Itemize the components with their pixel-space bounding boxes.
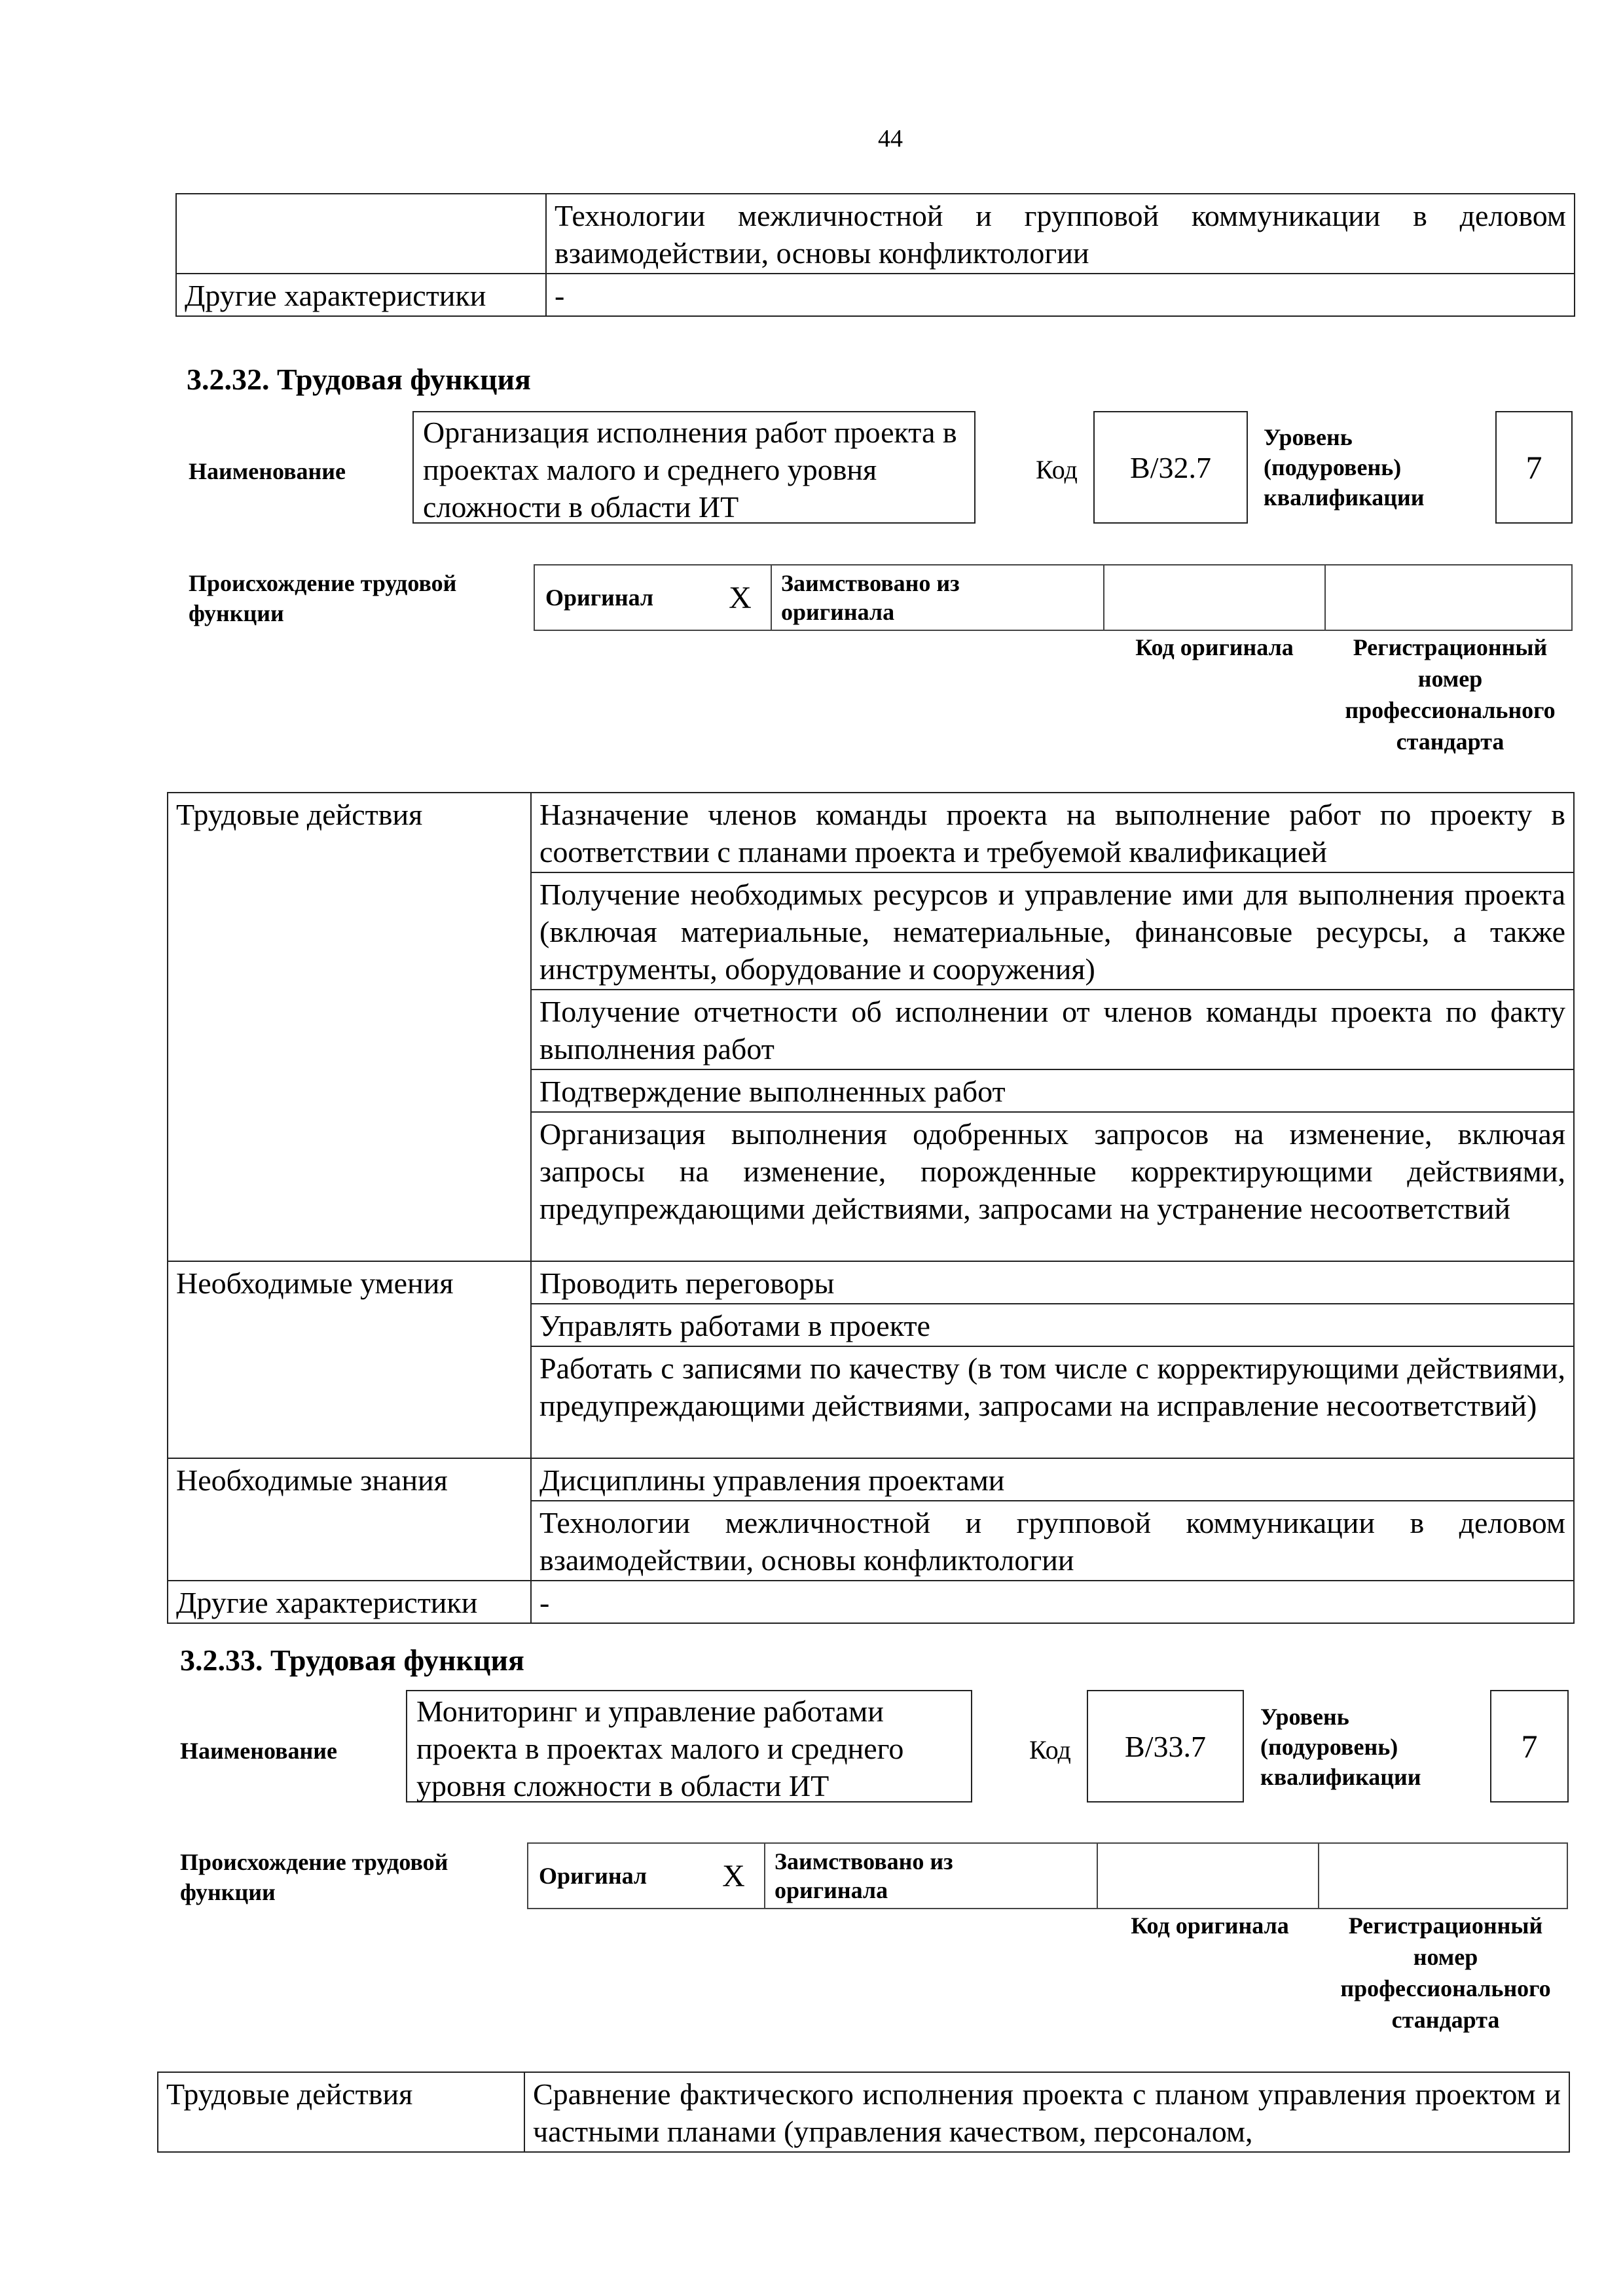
origin-label: [180, 1847, 448, 1907]
labor-actions-label: Трудовые действия: [168, 793, 531, 1261]
code-value: B/33.7: [1125, 1729, 1206, 1763]
origin-label-line: функции: [180, 1879, 276, 1905]
borrowed-line: оригинала: [775, 1877, 888, 1903]
borrowed-line: Заимствовано из: [781, 570, 960, 596]
level-value: 7: [1525, 449, 1542, 486]
original-label: Оригинал: [528, 1843, 703, 1909]
name-label: Наименование: [180, 1738, 337, 1764]
knowledge-item: Технологии межличностной и групповой коммуникации в деловом взаимодействии, основы конфликтологии: [546, 194, 1575, 274]
reg-caption-line: номер: [1417, 666, 1483, 692]
origin-table: [534, 564, 1573, 631]
reg-caption-line: Регистрационный: [1353, 634, 1548, 660]
level-label-line: (подуровень): [1260, 1734, 1398, 1760]
code-original-cell: [1104, 565, 1325, 630]
code-box: [1093, 411, 1248, 524]
labor-action-item: Сравнение фактического исполнения проекта с планом управления проектом и частными планами (управления качеством, персоналом,: [524, 2072, 1569, 2152]
level-box: [1490, 1690, 1569, 1803]
knowledge-item: Технологии межличностной и групповой коммуникации в деловом взаимодействии, основы конфликтологии: [531, 1501, 1574, 1581]
reg-number-caption: [1326, 632, 1575, 757]
code-value: B/32.7: [1130, 450, 1211, 484]
other-characteristics-label: Другие характеристики: [176, 274, 546, 316]
original-mark: X: [710, 565, 771, 630]
skill-item: Проводить переговоры: [531, 1261, 1574, 1304]
qualification-level-label: [1260, 1702, 1421, 1792]
level-label-line: (подуровень): [1264, 454, 1402, 480]
borrowed-label: [765, 1843, 1097, 1909]
code-original-cell: [1097, 1843, 1319, 1909]
section-title: 3.2.33. Трудовая функция: [180, 1643, 524, 1677]
borrowed-line: Заимствовано из: [775, 1848, 953, 1874]
top-continuation-table: [175, 193, 1575, 317]
reg-caption-line: профессионального: [1345, 697, 1556, 723]
skill-item: Работать с записями по качеству (в том числе с корректирующими действиями, предупреждающими действиями, запросами на исправление несоответствий): [531, 1346, 1574, 1458]
function-name-box: [412, 411, 976, 524]
qualification-level-label: [1264, 422, 1425, 512]
function-name: Мониторинг и управление работами проекта в проектах малого и среднего уровня сложности в области ИТ: [416, 1695, 904, 1803]
origin-label: [189, 568, 456, 628]
reg-number-caption: [1321, 1910, 1570, 2036]
level-label-line: квалификации: [1264, 484, 1425, 511]
code-original-caption: Код оригинала: [1131, 1912, 1289, 1939]
labor-action-item: Подтверждение выполненных работ: [531, 1069, 1574, 1112]
level-label-line: квалификации: [1260, 1764, 1421, 1790]
origin-table: [527, 1842, 1568, 1909]
reg-caption-line: стандарта: [1391, 2007, 1500, 2033]
code-label: Код: [1036, 455, 1078, 484]
borrowed-label: [771, 565, 1104, 630]
level-box: [1495, 411, 1573, 524]
code-box: [1087, 1690, 1244, 1803]
code-label: Код: [1029, 1735, 1071, 1765]
knowledge-label: Необходимые знания: [168, 1458, 531, 1581]
knowledge-item: Дисциплины управления проектами: [531, 1458, 1574, 1501]
origin-label-line: функции: [189, 600, 284, 626]
skill-item: Управлять работами в проекте: [531, 1304, 1574, 1346]
labor-action-item: Назначение членов команды проекта на выполнение работ по проекту в соответствии с планами проекта и требуемой квалификацией: [531, 793, 1574, 872]
labor-action-item: Получение необходимых ресурсов и управление ими для выполнения проекта (включая материальные, нематериальные, финансовые ресурсы, а также инструменты, оборудование и сооружения): [531, 872, 1574, 990]
labor-actions-label: Трудовые действия: [158, 2072, 524, 2152]
labor-action-item: Организация выполнения одобренных запросов на изменение, включая запросы на изменение, порожденные корректирующими действиями, предупреждающими действиями, запросами на устранение несоответствий: [531, 1112, 1574, 1261]
level-value: 7: [1521, 1728, 1538, 1765]
level-label-line: Уровень: [1264, 424, 1353, 450]
function-details-table: [157, 2072, 1570, 2153]
function-name: Организация исполнения работ проекта в проектах малого и среднего уровня сложности в области ИТ: [423, 416, 957, 524]
other-characteristics-label: Другие характеристики: [168, 1581, 531, 1623]
other-characteristics-value: -: [546, 274, 1575, 316]
origin-label-line: Происхождение трудовой: [180, 1849, 448, 1875]
reg-caption-line: стандарта: [1396, 728, 1504, 755]
page-number: 44: [878, 125, 903, 152]
level-label-line: Уровень: [1260, 1704, 1349, 1730]
function-name-box: [406, 1690, 972, 1803]
reg-caption-line: профессионального: [1340, 1975, 1551, 2001]
function-details-table: [167, 792, 1575, 1624]
section-title: 3.2.32. Трудовая функция: [187, 363, 531, 396]
origin-label-line: Происхождение трудовой: [189, 570, 457, 596]
code-original-caption: Код оригинала: [1135, 634, 1294, 660]
reg-number-cell: [1325, 565, 1572, 630]
name-label: Наименование: [189, 458, 346, 484]
reg-caption-line: номер: [1413, 1944, 1478, 1970]
borrowed-line: оригинала: [781, 599, 895, 625]
skills-label: Необходимые умения: [168, 1261, 531, 1458]
empty-label-cell: [176, 194, 546, 274]
original-mark: X: [703, 1843, 765, 1909]
original-label: Оригинал: [534, 565, 710, 630]
labor-action-item: Получение отчетности об исполнении от членов команды проекта по факту выполнения работ: [531, 990, 1574, 1069]
reg-caption-line: Регистрационный: [1348, 1912, 1543, 1939]
reg-number-cell: [1319, 1843, 1567, 1909]
other-characteristics-value: -: [531, 1581, 1574, 1623]
